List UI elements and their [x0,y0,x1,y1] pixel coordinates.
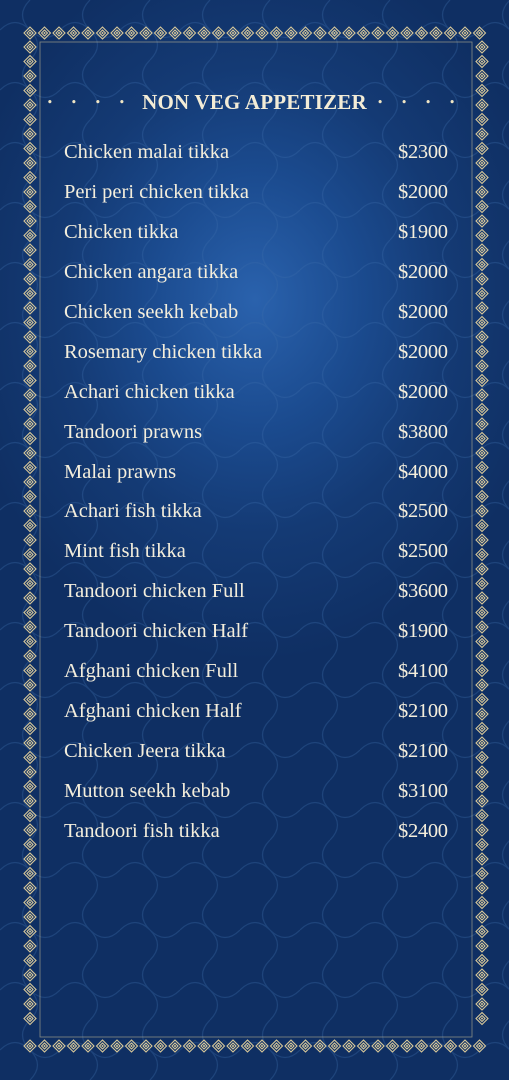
item-price: $2000 [398,181,448,204]
item-name: Peri peri chicken tikka [64,181,250,204]
menu-item [64,412,456,452]
item-price: $2100 [398,739,448,762]
menu-item [64,691,456,731]
item-name: Chicken seekh kebab [64,301,239,323]
item-price: $3800 [398,420,448,443]
ornament-left: • • • • [46,96,133,109]
item-name: Afghani chicken Half [64,699,242,722]
item-price: $2000 [398,301,448,323]
ornament-right: • • • • [376,96,463,109]
item-price: $2100 [398,699,448,722]
item-price: $2400 [398,819,448,842]
item-name: Tandoori chicken Half [64,620,249,643]
item-name: Chicken tikka [64,221,179,244]
item-price: $2000 [398,380,448,403]
item-price: $4000 [398,460,448,483]
item-price: $2300 [398,141,448,164]
item-price: $2500 [398,540,448,563]
item-name: Tandoori chicken Full [64,580,245,603]
item-price: $3100 [398,779,448,802]
menu-item [64,452,456,492]
menu-item [64,811,456,851]
item-price: $1900 [398,221,448,244]
item-price: $1900 [398,620,448,643]
section-heading [0,90,509,115]
menu-item [64,652,456,692]
item-name: Achari fish tikka [64,500,202,523]
item-name: Chicken angara tikka [64,261,239,284]
menu-item [64,372,456,412]
item-name: Tandoori fish tikka [64,819,220,842]
menu-item [64,332,456,372]
item-price: $2000 [398,261,448,284]
section-title: NON VEG APPETIZER [142,90,367,114]
item-name: Malai prawns [64,460,177,483]
menu-item [64,731,456,771]
item-price: $2000 [398,340,448,363]
menu-item [64,532,456,572]
item-price: $2500 [398,500,448,523]
item-name: Rosemary chicken tikka [64,340,263,363]
menu-item [64,492,456,532]
item-price: $4100 [398,660,448,683]
item-name: Afghani chicken Full [64,660,239,683]
item-name: Mint fish tikka [64,540,186,563]
item-name: Chicken Jeera tikka [64,739,226,762]
item-name: Chicken malai tikka [64,141,230,164]
item-name: Tandoori prawns [64,420,203,443]
menu-item [64,612,456,652]
menu-item [64,133,456,173]
item-price: $3600 [398,580,448,603]
menu-item [64,771,456,811]
menu-item [64,213,456,253]
item-name: Mutton seekh kebab [64,779,231,802]
menu-item [64,253,456,293]
item-name: Achari chicken tikka [64,380,235,403]
menu-item [64,173,456,213]
menu-item [64,572,456,612]
menu-item [64,293,456,333]
menu-list [64,133,456,851]
